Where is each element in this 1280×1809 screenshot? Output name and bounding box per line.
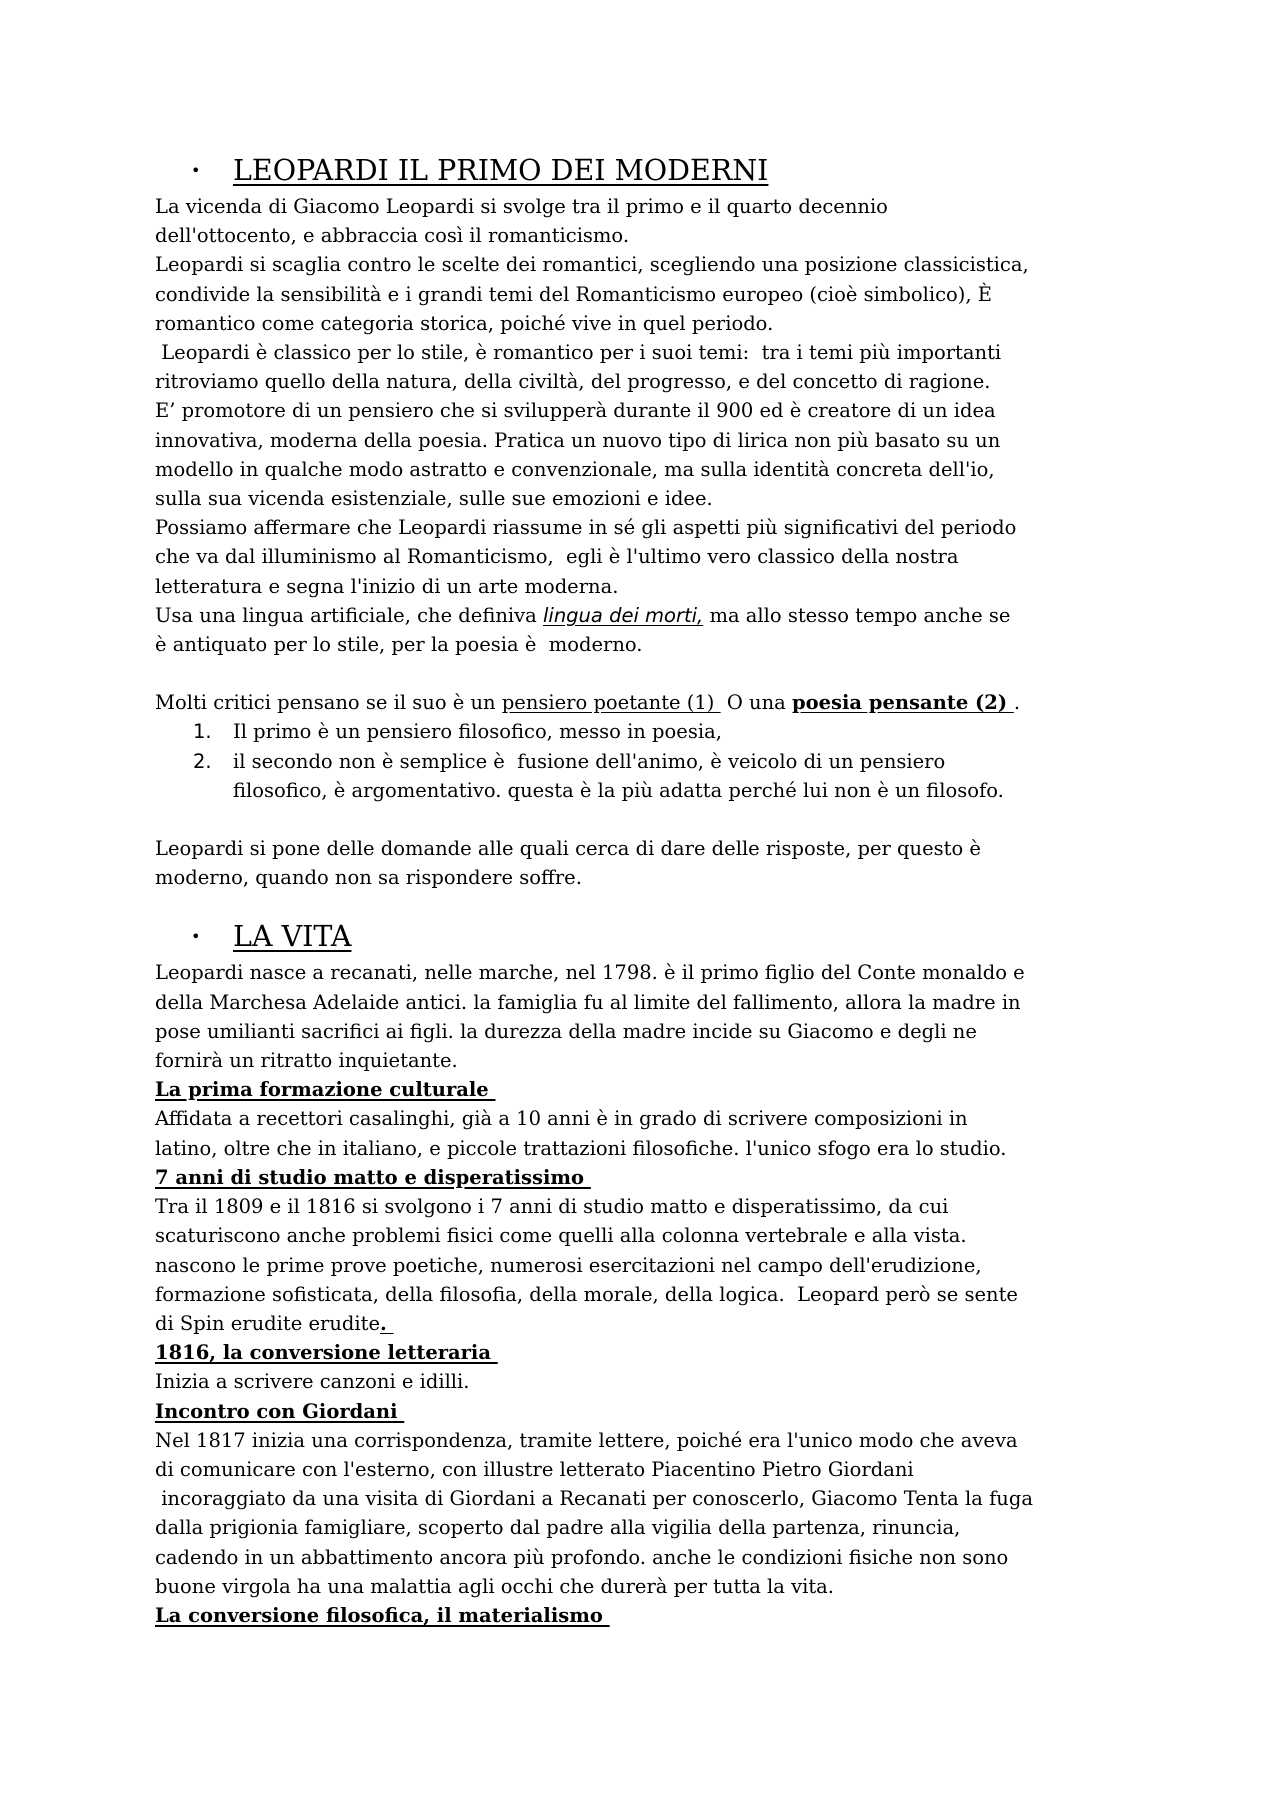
lingua-line	[155, 601, 1145, 630]
text-line: fornirà un ritratto inquietante.	[155, 1049, 458, 1073]
text-line: E’ promotore di un pensiero che si svilupperà durante il 900 ed è creatore di un idea	[155, 399, 996, 423]
text-line: modello in qualche modo astratto e convenzionale, ma sulla identità concreta dell'io,	[155, 457, 995, 481]
critici-end: .	[1013, 691, 1021, 715]
text-line: pose umilianti sacrifici ai figli. la durezza della madre incide su Giacomo e degli ne	[155, 1019, 977, 1043]
critici-pre: Molti critici pensano se il suo è un	[155, 691, 502, 715]
text-line: Leopardi nasce a recanati, nelle marche, nel 1798. è il primo figlio del Conte monaldo e	[155, 961, 1025, 985]
studio-last-mark: .	[379, 1311, 394, 1335]
numbered-list	[155, 717, 1145, 805]
studio-last-line	[155, 1309, 1145, 1338]
critici-paragraph	[155, 688, 1145, 717]
text-line: latino, oltre che in italiano, e piccole trattazioni filosofiche. l'unico sfogo era lo studio.	[155, 1136, 1007, 1160]
pensiero-poetante: pensiero poetante (1)	[501, 691, 721, 715]
text-line: il secondo non è semplice è fusione dell'animo, è veicolo di un pensiero	[233, 749, 946, 773]
list-item	[155, 717, 1145, 746]
formazione-paragraph	[155, 1104, 1145, 1162]
text-line: Leopardi si pone delle domande alle quali cerca di dare delle risposte, per questo è	[155, 837, 981, 861]
subheading-formazione: La prima formazione culturale	[155, 1078, 496, 1102]
text-line: ritroviamo quello della natura, della civiltà, del progresso, e del concetto di ragione.	[155, 370, 991, 394]
text-line: sulla sua vicenda esistenziale, sulle sue emozioni e idee.	[155, 487, 713, 511]
text-line: Nel 1817 inizia una corrispondenza, tramite lettere, poiché era l'unico modo che aveva	[155, 1428, 1018, 1452]
text-line: letteratura e segna l'inizio di un arte moderna.	[155, 574, 619, 598]
subheading-materialismo: La conversione filosofica, il materialismo	[155, 1603, 610, 1627]
giordani-paragraph	[155, 1426, 1145, 1601]
subheading-conversione-letteraria: 1816, la conversione letteraria	[155, 1341, 498, 1365]
conversione-paragraph	[155, 1367, 1145, 1396]
bullet-icon: •	[191, 927, 201, 947]
lingua-pre: Usa una lingua artificiale, che definiva	[155, 603, 543, 627]
intro-paragraph	[155, 192, 1145, 659]
subheading-giordani: Incontro con Giordani	[155, 1399, 405, 1423]
lingua-post: ma allo stesso tempo anche se	[703, 603, 1011, 627]
section-title-text: LA VITA	[233, 920, 352, 954]
subheading-studio: 7 anni di studio matto e disperatissimo	[155, 1165, 591, 1189]
text-line: buone virgola ha una malattia agli occhi che durerà per tutta la vita.	[155, 1574, 835, 1598]
text-line: Il primo è un pensiero filosofico, messo in poesia,	[233, 720, 722, 744]
text-line: scaturiscono anche problemi fisici come quelli alla colonna vertebrale e alla vista.	[155, 1224, 967, 1248]
text-line: cadendo in un abbattimento ancora più profondo. anche le condizioni fisiche non sono	[155, 1545, 1009, 1569]
text-line: Inizia a scrivere canzoni e idilli.	[155, 1370, 470, 1394]
list-number: 1.	[193, 720, 212, 744]
section-title-moderni	[155, 152, 1145, 190]
document-body	[155, 152, 1145, 1630]
section-title-text: LEOPARDI IL PRIMO DEI MODERNI	[233, 154, 769, 187]
list-item	[155, 747, 1145, 805]
lingua-dei-morti: lingua dei morti,	[542, 603, 704, 627]
text-line: Leopardi è classico per lo stile, è romantico per i suoi temi: tra i temi più importanti	[155, 341, 1002, 365]
text-line: formazione sofisticata, della filosofia, della morale, della logica. Leopard però se sente	[155, 1282, 1018, 1306]
text-line: dalla prigionia famigliare, scoperto dal padre alla vigilia della partenza, rinuncia,	[155, 1516, 961, 1540]
text-line: dell'ottocento, e abbraccia così il romanticismo.	[155, 224, 630, 248]
text-line: incoraggiato da una visita di Giordani a Recanati per conoscerlo, Giacomo Tenta la fuga	[155, 1487, 1033, 1511]
blank-line	[155, 659, 1145, 688]
text-line: Tra il 1809 e il 1816 si svolgono i 7 anni di studio matto e disperatissimo, da cui	[155, 1195, 949, 1219]
text-line: è antiquato per lo stile, per la poesia è moderno.	[155, 633, 643, 657]
text-line: innovativa, moderna della poesia. Pratica un nuovo tipo di lirica non più basato su un	[155, 428, 1001, 452]
text-line: che va dal illuminismo al Romanticismo, egli è l'ultimo vero classico della nostra	[155, 545, 959, 569]
text-line: Possiamo affermare che Leopardi riassume in sé gli aspetti più significativi del periodo	[155, 516, 1017, 540]
bullet-icon: •	[191, 161, 201, 180]
text-line: moderno, quando non sa rispondere soffre.	[155, 866, 582, 890]
critici-mid: O una	[720, 691, 792, 715]
list-number: 2.	[193, 749, 212, 773]
studio-last-text: di Spin erudite erudite	[155, 1311, 380, 1335]
text-line: filosofico, è argomentativo. questa è la più adatta perché lui non è un filosofo.	[233, 778, 1004, 802]
section-title-vita	[155, 918, 1145, 956]
poesia-pensante: poesia pensante (2)	[791, 691, 1014, 715]
closing-paragraph	[155, 834, 1145, 892]
text-line: di comunicare con l'esterno, con illustre letterato Piacentino Pietro Giordani	[155, 1457, 914, 1481]
text-line: Leopardi si scaglia contro le scelte dei romantici, scegliendo una posizione classicistica,	[155, 253, 1029, 277]
blank-line	[155, 805, 1145, 834]
text-line: romantico come categoria storica, poiché vive in quel periodo.	[155, 311, 774, 335]
text-line: Affidata a recettori casalinghi, già a 10 anni è in grado di scrivere composizioni in	[155, 1107, 968, 1131]
vita-intro-paragraph	[155, 958, 1145, 1075]
text-line: condivide la sensibilità e i grandi temi del Romanticismo europeo (cioè simbolico), È	[155, 282, 992, 306]
critici-line	[155, 688, 1145, 717]
text-line: La vicenda di Giacomo Leopardi si svolge tra il primo e il quarto decennio	[155, 195, 888, 218]
text-line: nascono le prime prove poetiche, numerosi esercitazioni nel campo dell'erudizione,	[155, 1253, 982, 1277]
studio-paragraph	[155, 1192, 1145, 1338]
text-line: della Marchesa Adelaide antici. la famiglia fu al limite del fallimento, allora la madre in	[155, 990, 1021, 1014]
